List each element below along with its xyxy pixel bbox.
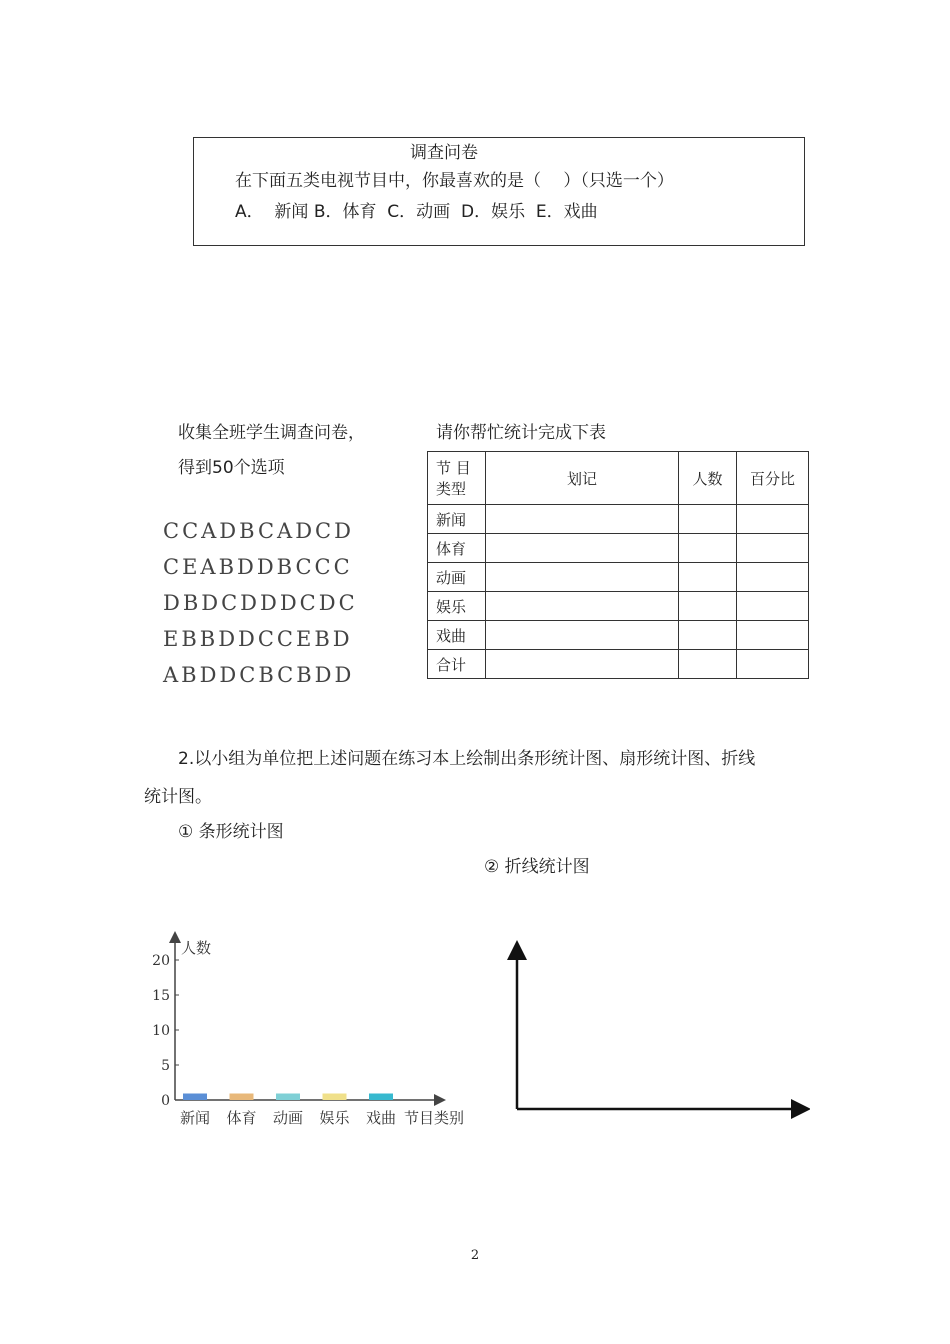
table-row: [428, 534, 809, 563]
bar: [230, 1094, 254, 1101]
row-type: 娱乐: [428, 592, 486, 621]
bar: [276, 1094, 300, 1101]
row-type: 动画: [428, 563, 486, 592]
bar-chart-heading: ① 条形统计图: [178, 822, 284, 842]
count-cell[interactable]: [679, 534, 737, 563]
percent-cell[interactable]: [737, 534, 809, 563]
x-axis-label: 节目类别: [404, 1109, 465, 1127]
survey-box: [193, 137, 805, 246]
row-type: 合计: [428, 650, 486, 679]
letters-row: CCADBCADCD: [163, 519, 354, 543]
x-category-label: 体育: [226, 1109, 257, 1127]
tally-cell[interactable]: [486, 505, 679, 534]
table-row: [428, 621, 809, 650]
table-row: [428, 592, 809, 621]
bar: [183, 1094, 207, 1101]
table-row: [428, 650, 809, 679]
tally-cell[interactable]: [486, 650, 679, 679]
bar: [369, 1094, 393, 1101]
y-tick-label: 15: [152, 988, 170, 1004]
row-type: 新闻: [428, 505, 486, 534]
y-tick-label: 20: [152, 953, 170, 969]
row-type: 戏曲: [428, 621, 486, 650]
header-type-line1: 节 目: [436, 459, 471, 477]
survey-letters: [163, 513, 358, 693]
header-type-line2: 类型: [436, 480, 467, 498]
x-category-label: 娱乐: [319, 1109, 350, 1127]
letters-row: CEABDDBCCC: [163, 555, 353, 579]
survey-question: 在下面五类电视节目中，你最喜欢的是（ ）（只选一个）: [235, 171, 674, 191]
task-line1: 2.以小组为单位把上述问题在练习本上绘制出条形统计图、扇形统计图、折线: [178, 749, 756, 769]
bar-chart: [140, 925, 480, 1140]
percent-cell[interactable]: [737, 563, 809, 592]
tally-cell[interactable]: [486, 621, 679, 650]
letters-row: EBBDDCCEBD: [163, 627, 353, 651]
table-row: [428, 505, 809, 534]
header-tally: 划记: [486, 452, 679, 505]
task-line2: 统计图。: [144, 787, 212, 807]
count-cell[interactable]: [679, 505, 737, 534]
header-percent: 百分比: [737, 452, 809, 505]
tally-table: [427, 451, 809, 679]
header-count: 人数: [679, 452, 737, 505]
table-prompt: 请你帮忙统计完成下表: [436, 423, 606, 443]
line-chart-heading: ② 折线统计图: [484, 857, 590, 877]
count-cell[interactable]: [679, 563, 737, 592]
collect-line1: 收集全班学生调查问卷，: [178, 423, 365, 443]
x-category-label: 新闻: [179, 1109, 211, 1127]
table-row: [428, 563, 809, 592]
percent-cell[interactable]: [737, 505, 809, 534]
percent-cell[interactable]: [737, 592, 809, 621]
count-cell[interactable]: [679, 650, 737, 679]
y-tick-label: 0: [161, 1093, 170, 1109]
y-tick-label: 10: [152, 1023, 170, 1039]
percent-cell[interactable]: [737, 650, 809, 679]
survey-title: 调查问卷: [410, 143, 478, 163]
y-tick-label: 5: [161, 1058, 170, 1074]
tally-cell[interactable]: [486, 563, 679, 592]
table-header-row: [428, 452, 809, 505]
x-category-label: 动画: [272, 1109, 304, 1127]
row-type: 体育: [428, 534, 486, 563]
page-number: 2: [470, 1248, 480, 1263]
count-cell[interactable]: [679, 621, 737, 650]
percent-cell[interactable]: [737, 621, 809, 650]
count-cell[interactable]: [679, 592, 737, 621]
tally-cell[interactable]: [486, 534, 679, 563]
letters-row: ABDDCBCBDD: [163, 663, 355, 687]
tally-cell[interactable]: [486, 592, 679, 621]
header-type: [428, 452, 486, 505]
y-axis-label: 人数: [181, 939, 212, 957]
letters-row: DBDCDDDCDC: [163, 591, 358, 615]
line-chart: [505, 938, 810, 1123]
collect-line2: 得到50个选项: [178, 458, 285, 478]
bar: [323, 1094, 347, 1101]
x-category-label: 戏曲: [365, 1109, 397, 1127]
survey-options: A． 新闻 B．体育 C．动画 D．娱乐 E．戏曲: [235, 202, 598, 222]
